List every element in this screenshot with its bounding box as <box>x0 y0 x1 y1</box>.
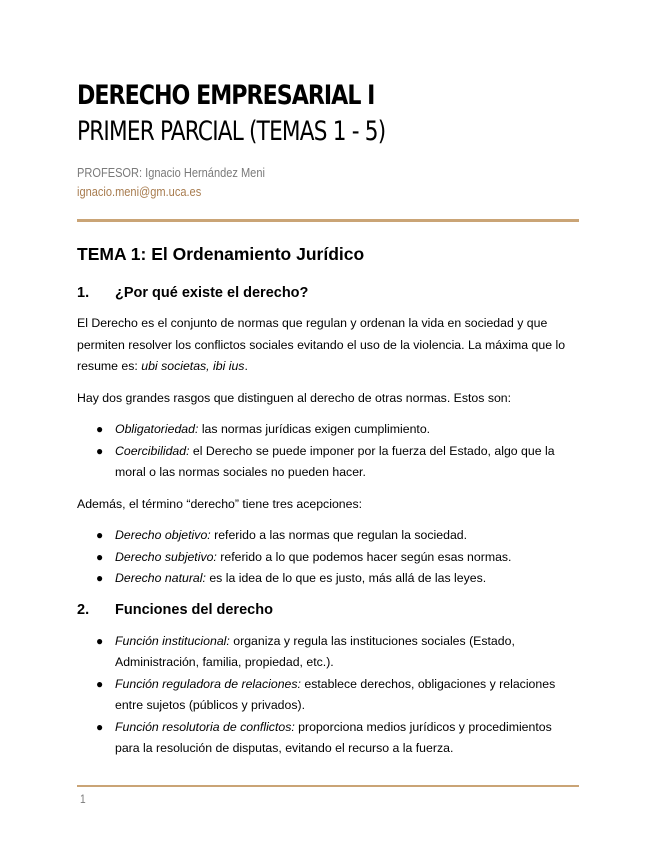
bullet-icon: ● <box>96 528 104 542</box>
list-item <box>77 674 579 717</box>
function-text: establece derechos, obligaciones y relaciones entre sujetos (públicos y privados). <box>115 676 556 712</box>
function-term: Función reguladora de relaciones: <box>115 676 301 691</box>
meaning-term: Derecho subjetivo: <box>115 549 217 564</box>
functions-list <box>77 631 579 760</box>
section-2-number: 2. <box>77 601 90 618</box>
document-body <box>77 240 579 760</box>
section-1-heading <box>77 285 579 301</box>
meaning-text: referido a lo que podemos hacer según esas normas. <box>216 549 512 564</box>
bullet-icon: ● <box>96 422 104 436</box>
function-term: Función resolutoria de conflictos: <box>115 719 295 734</box>
paragraph-traits-intro: Hay dos grandes rasgos que distinguen al derecho de otras normas. Estos son: <box>77 390 512 405</box>
function-text: proporciona medios jurídicos y procedimientos para la resolución de disputas, evitando el recurso a la fuerza. <box>115 719 552 755</box>
paragraph-definition <box>77 313 579 378</box>
list-item <box>77 525 579 547</box>
footer-divider <box>77 785 579 787</box>
section-1-title: ¿Por qué existe el derecho? <box>115 285 309 301</box>
definition-text: El Derecho es el conjunto de normas que regulan y ordenan la vida en sociedad y que permiten resolver los conflictos sociales evitando el uso de la violencia. La máxima que lo resume es: <box>77 316 566 373</box>
meaning-term: Derecho objetivo: <box>115 528 211 542</box>
function-term: Función institucional: <box>115 633 230 648</box>
professor-email: ignacio.meni@gm.uca.es <box>77 184 202 199</box>
section-2-title: Funciones del derecho <box>115 601 273 618</box>
list-item <box>77 441 579 484</box>
section-2-heading <box>77 602 579 618</box>
trait-term: Coercibilidad: <box>115 443 190 458</box>
bullet-icon: ● <box>96 443 104 458</box>
list-item <box>77 547 579 569</box>
meaning-text: referido a las normas que regulan la sociedad. <box>210 528 468 542</box>
list-item <box>77 717 579 760</box>
bullet-icon: ● <box>96 719 104 734</box>
bullet-icon: ● <box>96 571 104 585</box>
list-item <box>77 568 579 590</box>
trait-text: el Derecho se puede imponer por la fuerza del Estado, algo que la moral o las normas sociales no pueden hacer. <box>115 443 555 479</box>
tema-heading: TEMA 1: El Ordenamiento Jurídico <box>77 244 365 264</box>
list-item <box>77 631 579 674</box>
bullet-icon: ● <box>96 676 104 691</box>
document-subtitle: PRIMER PARCIAL (TEMAS 1 - 5) <box>77 116 386 147</box>
document-title: DERECHO EMPRESARIAL I <box>77 80 375 111</box>
page-number: 1 <box>80 792 86 806</box>
trait-text: las normas jurídicas exigen cumplimiento. <box>198 422 431 436</box>
definition-end: . <box>244 359 248 373</box>
section-1-number: 1. <box>77 285 90 301</box>
function-text: organiza y regula las instituciones sociales (Estado, Administración, familia, propiedad, etc.). <box>115 633 515 669</box>
paragraph-meanings-intro: Además, el término “derecho” tiene tres acepciones: <box>77 496 363 511</box>
meaning-text: es la idea de lo que es justo, más allá de las leyes. <box>205 571 487 585</box>
meaning-term: Derecho natural: <box>115 571 206 585</box>
bullet-icon: ● <box>96 549 104 564</box>
professor-line: PROFESOR: Ignacio Hernández Meni <box>77 165 265 180</box>
latin-maxim: ubi societas, ibi ius <box>141 359 245 373</box>
trait-term: Obligatoriedad: <box>115 422 199 436</box>
meanings-list <box>77 525 579 590</box>
header-divider <box>77 219 579 222</box>
list-item <box>77 419 579 441</box>
bullet-icon: ● <box>96 633 104 648</box>
traits-list <box>77 419 579 484</box>
